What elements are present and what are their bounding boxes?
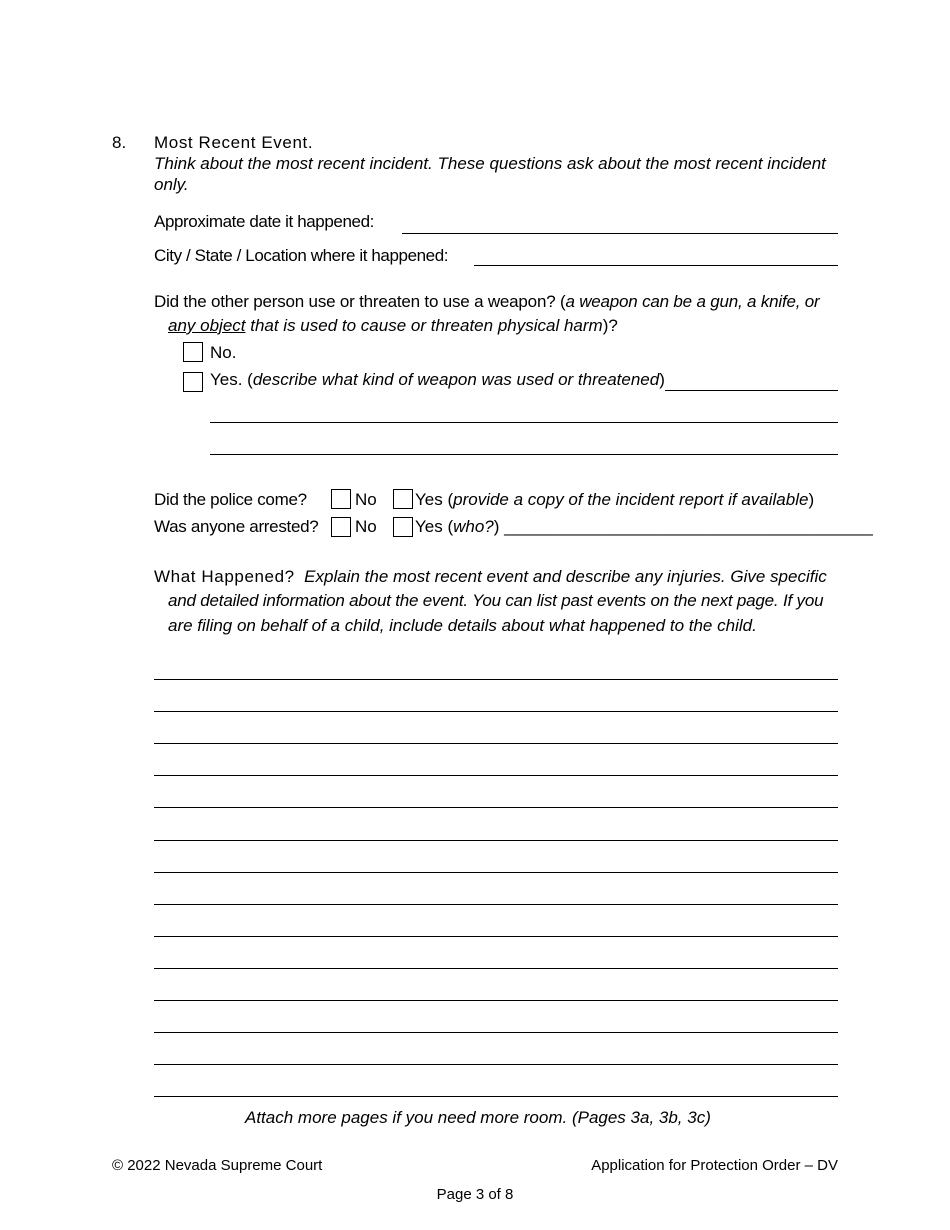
- writing-line[interactable]: [154, 968, 838, 969]
- police-no-checkbox[interactable]: [331, 489, 351, 509]
- police-yes-text: Yes (: [415, 490, 454, 509]
- weapon-question-line2-end: )?: [602, 316, 618, 335]
- writing-line[interactable]: [154, 936, 838, 937]
- police-yes-label: [415, 490, 814, 510]
- what-happened-heading: What Happened?: [154, 567, 295, 586]
- arrest-who-field[interactable]: ) _______________________________________: [493, 517, 873, 536]
- attach-note: Attach more pages if you need more room. (Pages 3a, 3b, 3c): [245, 1108, 711, 1127]
- weapon-question-line2-italic: that is used to cause or threaten physical harm: [245, 316, 603, 335]
- location-field[interactable]: [474, 265, 838, 266]
- weapon-yes-text: Yes. (: [210, 370, 253, 389]
- writing-line[interactable]: [154, 840, 838, 841]
- weapon-yes-checkbox[interactable]: [183, 372, 203, 392]
- what-happened-line2: and detailed information about the event. You can list past events on the next page. If you: [168, 591, 824, 610]
- footer-form-name: Application for Protection Order – DV: [591, 1157, 838, 1174]
- date-field[interactable]: [402, 233, 838, 234]
- arrest-yes-label: [415, 517, 873, 537]
- writing-line[interactable]: [154, 1064, 838, 1065]
- section-intro-line2: only.: [154, 175, 189, 194]
- writing-line[interactable]: [154, 1032, 838, 1033]
- weapon-question-line2: [168, 316, 618, 336]
- writing-line[interactable]: [154, 1096, 838, 1097]
- section-number: 8.: [112, 133, 127, 152]
- arrest-question: Was anyone arrested?: [154, 517, 319, 536]
- writing-line[interactable]: [154, 807, 838, 808]
- writing-line[interactable]: [154, 1000, 838, 1001]
- weapon-yes-label: [210, 370, 665, 390]
- police-question: Did the police come?: [154, 490, 307, 509]
- arrest-yes-checkbox[interactable]: [393, 517, 413, 537]
- location-label: City / State / Location where it happened:: [154, 246, 449, 265]
- weapon-description-line[interactable]: [210, 422, 838, 423]
- any-object-text: any object: [168, 316, 246, 335]
- writing-line[interactable]: [154, 711, 838, 712]
- weapon-description-field[interactable]: [665, 390, 838, 391]
- weapon-no-label: No.: [210, 343, 237, 362]
- weapon-question-start: Did the other person use or threaten to use a weapon? (: [154, 292, 566, 311]
- weapon-yes-end: ): [659, 370, 665, 389]
- weapon-yes-italic: describe what kind of weapon was used or threatened: [252, 370, 660, 389]
- police-yes-end: ): [808, 490, 815, 509]
- weapon-question-line1: [154, 292, 820, 312]
- weapon-question-italic: a weapon can be a gun, a knife, or: [565, 292, 820, 311]
- arrest-yes-italic: who?: [453, 517, 494, 536]
- police-yes-checkbox[interactable]: [393, 489, 413, 509]
- footer-page-number: Page 3 of 8: [436, 1186, 514, 1203]
- what-happened-instructions: Explain the most recent event and describe any injuries. Give specific: [304, 567, 827, 586]
- writing-line[interactable]: [154, 679, 838, 680]
- writing-line[interactable]: [154, 775, 838, 776]
- weapon-no-checkbox[interactable]: [183, 342, 203, 362]
- what-happened-line3: are filing on behalf of a child, include details about what happened to the child.: [168, 616, 757, 635]
- weapon-description-line[interactable]: [210, 454, 838, 455]
- what-happened-line1: [154, 567, 827, 587]
- writing-line[interactable]: [154, 904, 838, 905]
- police-no-label: No: [355, 490, 377, 509]
- arrest-no-label: No: [355, 517, 377, 536]
- section-title: Most Recent Event.: [154, 133, 314, 152]
- arrest-yes-text: Yes (: [415, 517, 454, 536]
- section-intro-line1: Think about the most recent incident. These questions ask about the most recent incident: [154, 154, 826, 173]
- arrest-no-checkbox[interactable]: [331, 517, 351, 537]
- writing-line[interactable]: [154, 743, 838, 744]
- footer-copyright: © 2022 Nevada Supreme Court: [112, 1157, 323, 1174]
- date-label: Approximate date it happened:: [154, 212, 374, 231]
- police-yes-italic: provide a copy of the incident report if available: [453, 490, 809, 509]
- writing-line[interactable]: [154, 872, 838, 873]
